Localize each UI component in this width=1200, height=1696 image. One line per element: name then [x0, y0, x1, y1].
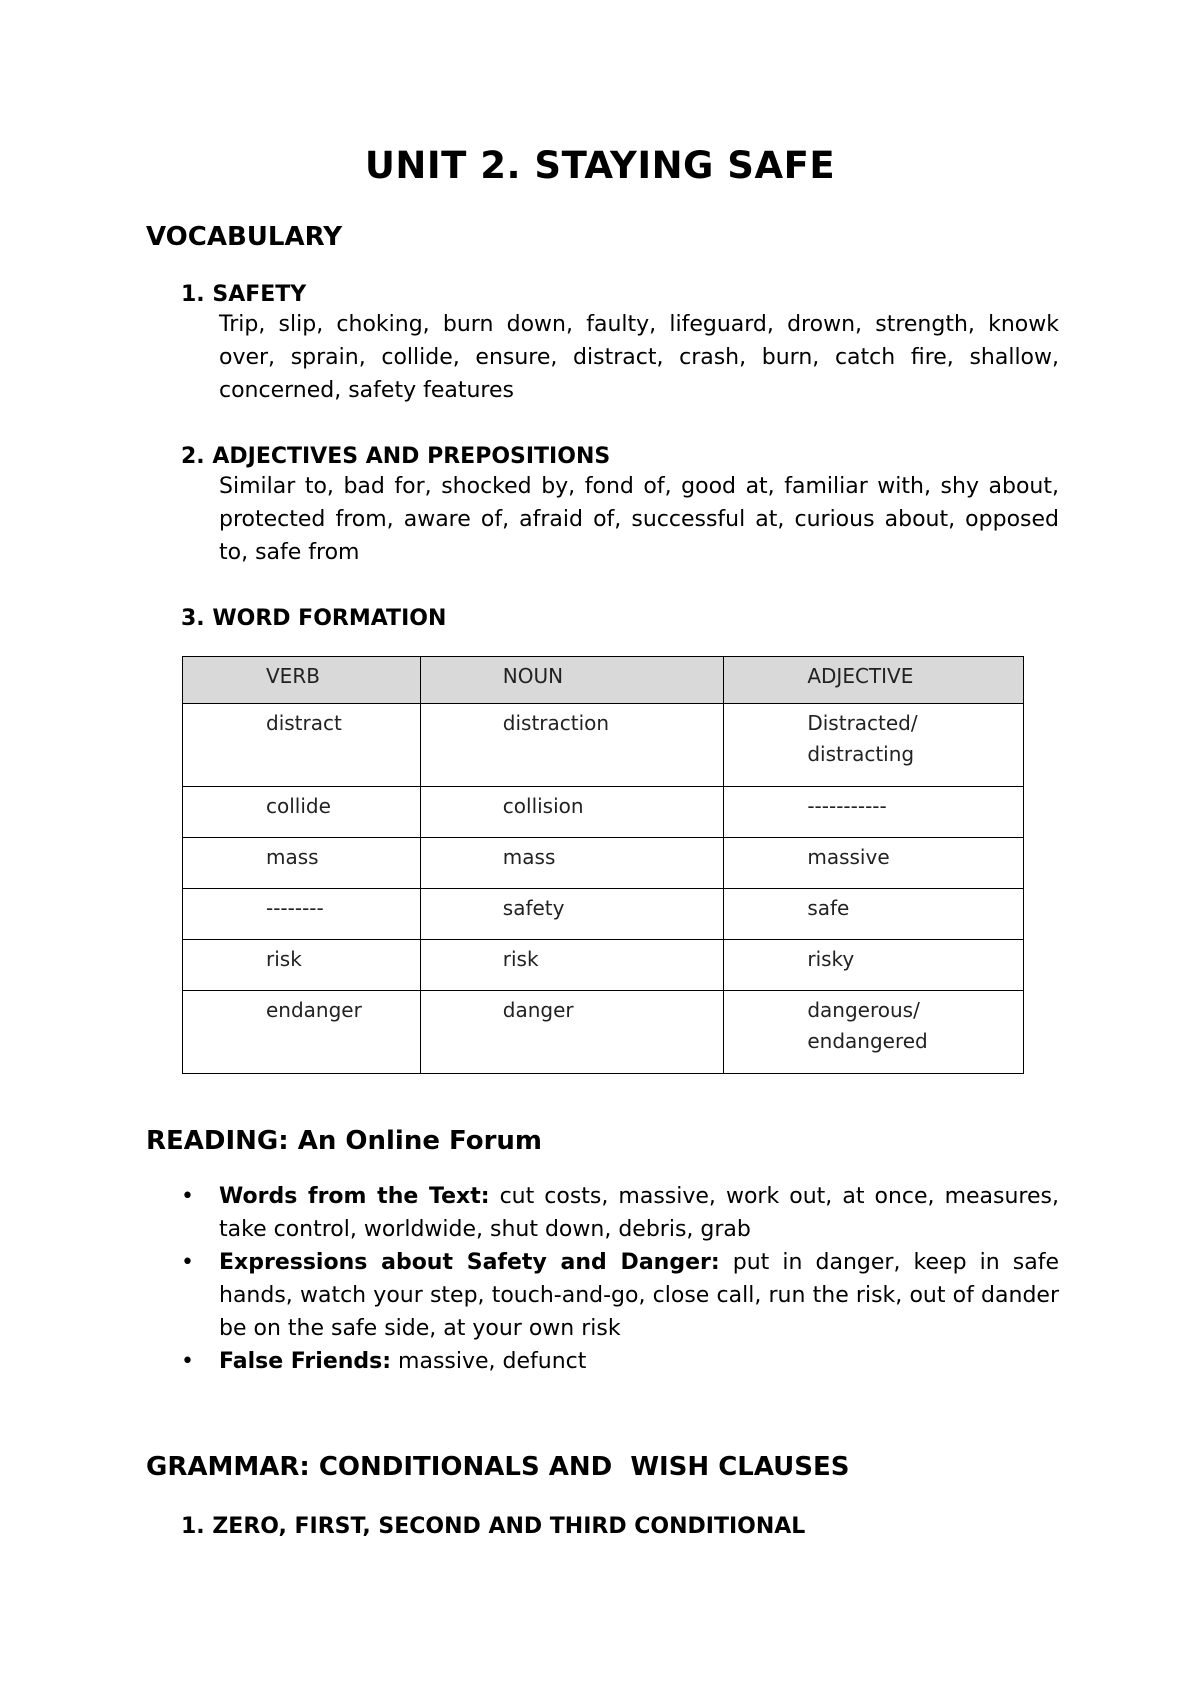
noun-cell: distraction	[420, 704, 724, 787]
item-text: massive, defunct	[391, 1349, 587, 1374]
section-number: 3.	[181, 606, 205, 631]
reading-heading: READING: An Online Forum	[146, 1126, 543, 1156]
adjective-cell: dangerous/ endangered	[724, 991, 1024, 1074]
verb-cell: --------	[183, 889, 421, 940]
adjective-cell: Distracted/ distracting	[724, 704, 1024, 787]
bullet-icon: •	[181, 1250, 194, 1275]
list-item	[181, 1345, 1059, 1378]
noun-cell: mass	[420, 838, 724, 889]
section-number: 1.	[181, 1514, 205, 1539]
reading-bullet-list	[181, 1180, 1059, 1378]
table-row	[183, 991, 1024, 1074]
adjectives-prepositions-list: Similar to, bad for, shocked by, fond of, good at, familiar with, shy about, protected from, aware of, afraid of, successful at, curious about, opposed to, safe from	[219, 474, 1059, 565]
adjective-cell: risky	[724, 940, 1024, 991]
noun-cell: danger	[420, 991, 724, 1074]
section-heading-word-formation	[181, 606, 446, 631]
bullet-icon: •	[181, 1184, 194, 1209]
section-heading-adjectives-prepositions	[181, 444, 610, 469]
section-title: ADJECTIVES AND PREPOSITIONS	[212, 444, 611, 469]
noun-cell: safety	[420, 889, 724, 940]
item-text: put in danger, keep in safe hands, watch your step, touch-and-go, close call, run the risk, out of dander be on the safe side, at your own risk	[219, 1250, 1060, 1341]
bullet-icon: •	[181, 1349, 194, 1374]
list-item	[181, 1246, 1059, 1345]
table-row	[183, 940, 1024, 991]
section-number: 1.	[181, 282, 205, 307]
page-title: UNIT 2. STAYING SAFE	[364, 144, 836, 187]
table-row	[183, 838, 1024, 889]
header-adjective: ADJECTIVE	[724, 657, 1024, 704]
section-title: WORD FORMATION	[212, 606, 447, 631]
noun-cell: risk	[420, 940, 724, 991]
safety-word-list: Trip, slip, choking, burn down, faulty, lifeguard, drown, strength, knowk over, sprain, collide, ensure, distract, crash, burn, catch fire, shallow, concerned, safety features	[219, 312, 1059, 403]
section-heading-safety	[181, 282, 306, 307]
table-row	[183, 704, 1024, 787]
vocabulary-heading: VOCABULARY	[146, 222, 343, 252]
table-header-row	[183, 657, 1024, 704]
noun-cell: collision	[420, 787, 724, 838]
section-heading-conditionals	[181, 1514, 805, 1539]
word-formation-table	[182, 656, 1024, 1074]
header-verb: VERB	[183, 657, 421, 704]
verb-cell: risk	[183, 940, 421, 991]
item-label: Expressions about Safety and Danger:	[219, 1250, 720, 1275]
section-title: SAFETY	[212, 282, 307, 307]
table-row	[183, 787, 1024, 838]
header-noun: NOUN	[420, 657, 724, 704]
list-item	[181, 1180, 1059, 1246]
table-row	[183, 889, 1024, 940]
adjective-cell: -----------	[724, 787, 1024, 838]
adjective-cell: massive	[724, 838, 1024, 889]
item-label: Words from the Text:	[219, 1184, 490, 1209]
adjective-cell: safe	[724, 889, 1024, 940]
grammar-heading: GRAMMAR: CONDITIONALS AND WISH CLAUSES	[146, 1452, 850, 1482]
item-text: cut costs, massive, work out, at once, measures, take control, worldwide, shut down, debris, grab	[219, 1184, 1059, 1242]
verb-cell: endanger	[183, 991, 421, 1074]
verb-cell: mass	[183, 838, 421, 889]
verb-cell: distract	[183, 704, 421, 787]
item-label: False Friends:	[219, 1349, 392, 1374]
section-title: ZERO, FIRST, SECOND AND THIRD CONDITIONAL	[212, 1514, 806, 1539]
section-number: 2.	[181, 444, 205, 469]
verb-cell: collide	[183, 787, 421, 838]
